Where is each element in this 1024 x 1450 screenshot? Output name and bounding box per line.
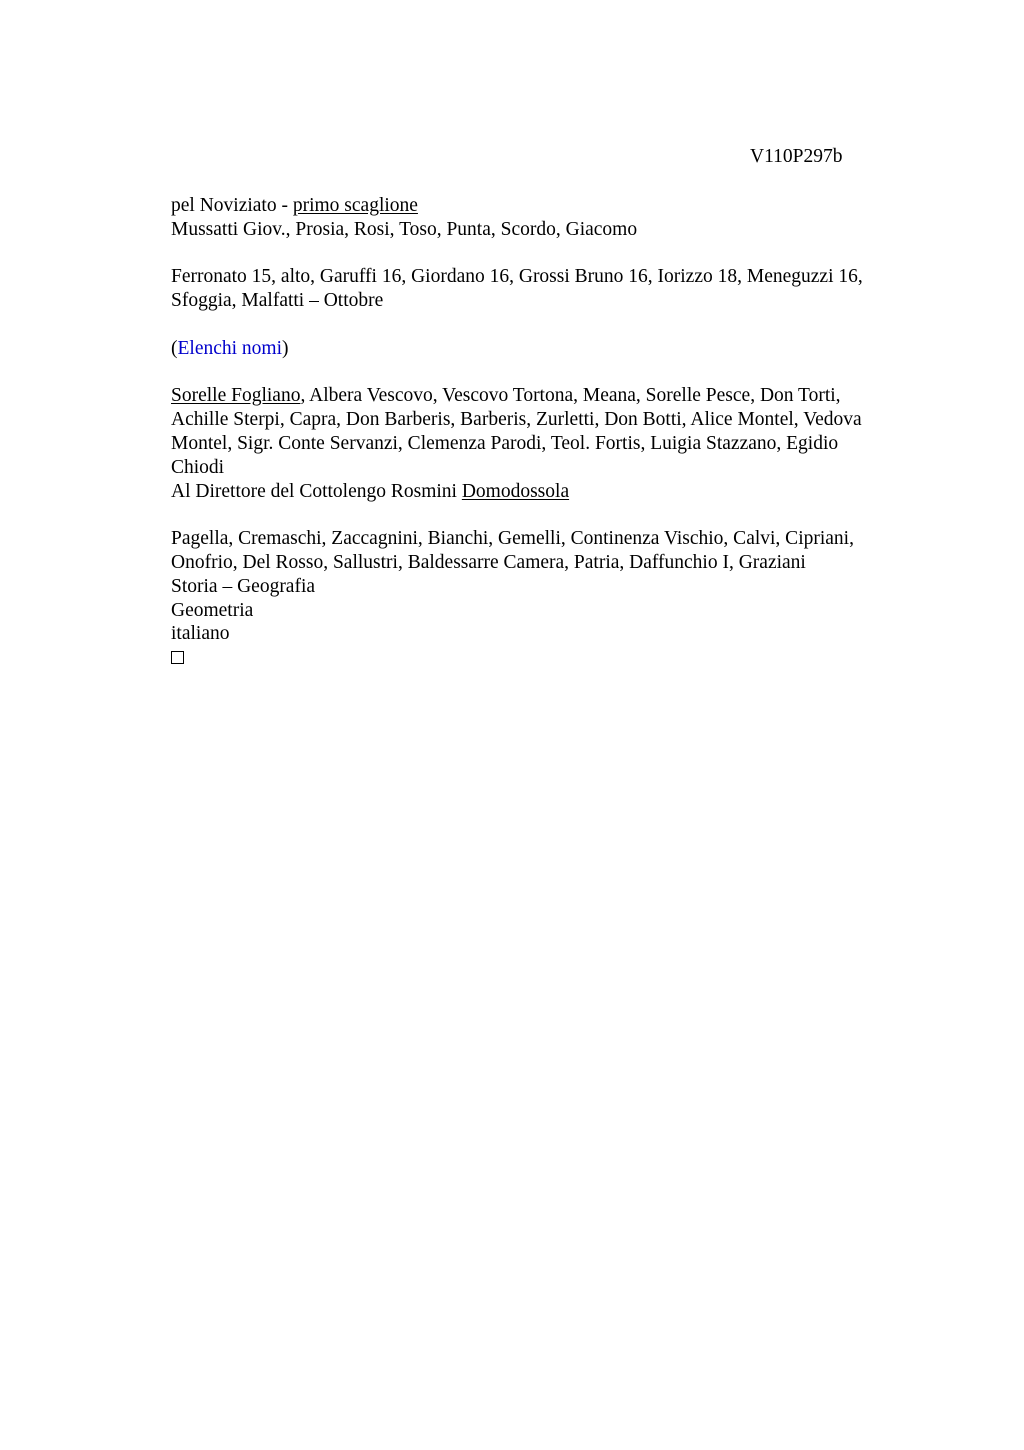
document-body [171,194,931,695]
noviziato-names: Mussatti Giov., Prosia, Rosi, Toso, Punta, Scordo, Giacomo [171,218,638,240]
domodossola-underlined: Domodossola [461,480,570,502]
sorelle-line-2: Achille Sterpi, Capra, Don Barberis, Barberis, Zurletti, Don Botti, Alice Montel, Vedova [171,409,862,431]
sorelle-line-1-rest: , Albera Vescovo, Vescovo Tortona, Meana, Sorelle Pesce, Don Torti, [300,385,841,407]
storia-geografia-line: Storia – Geografia [171,575,316,597]
pagella-line-2: Onofrio, Del Rosso, Sallustri, Baldessarre Camera, Patria, Daffunchio I, Graziani [171,551,806,573]
pagella-line-1: Pagella, Cremaschi, Zaccagnini, Bianchi, Gemelli, Continenza Vischio, Calvi, Cipriani, [171,528,854,550]
direttore-prefix: Al Direttore del Cottolengo Rosmini [171,480,462,502]
noviziato-prefix: pel Noviziato - [171,195,293,216]
noviziato-heading [171,194,931,218]
primo-scaglione-underlined: primo scaglione [292,195,418,216]
direttore-line [171,480,931,504]
ferronato-line-2: Sfoggia, Malfatti – Ottobre [171,290,384,312]
section-elenchi-nomi [171,337,931,361]
sorelle-line-1 [171,384,931,408]
checkbox-line [171,646,931,671]
ferronato-line-1: Ferronato 15, alto, Garuffi 16, Giordano 16, Grossi Bruno 16, Iorizzo 18, Meneguzzi 16, [171,266,863,288]
section-pagella [171,527,931,671]
sorelle-line-4: Chiodi [171,456,225,478]
elenchi-nomi-link[interactable]: Elenchi nomi [177,337,283,359]
open-paren: ( [171,337,178,359]
empty-square-icon [171,651,184,664]
elenchi-nomi-line [171,337,931,361]
section-noviziato [171,194,931,242]
reference-code: V110P297b [750,146,843,167]
sorelle-line-3: Montel, Sigr. Conte Servanzi, Clemenza Parodi, Teol. Fortis, Luigia Stazzano, Egidio [171,432,839,454]
section-ferronato [171,265,931,313]
italiano-line: italiano [171,623,230,645]
sorelle-fogliano-underlined: Sorelle Fogliano [171,385,301,407]
section-sorelle-fogliano [171,384,931,503]
geometria-line: Geometria [171,599,254,621]
close-paren: ) [282,337,289,359]
